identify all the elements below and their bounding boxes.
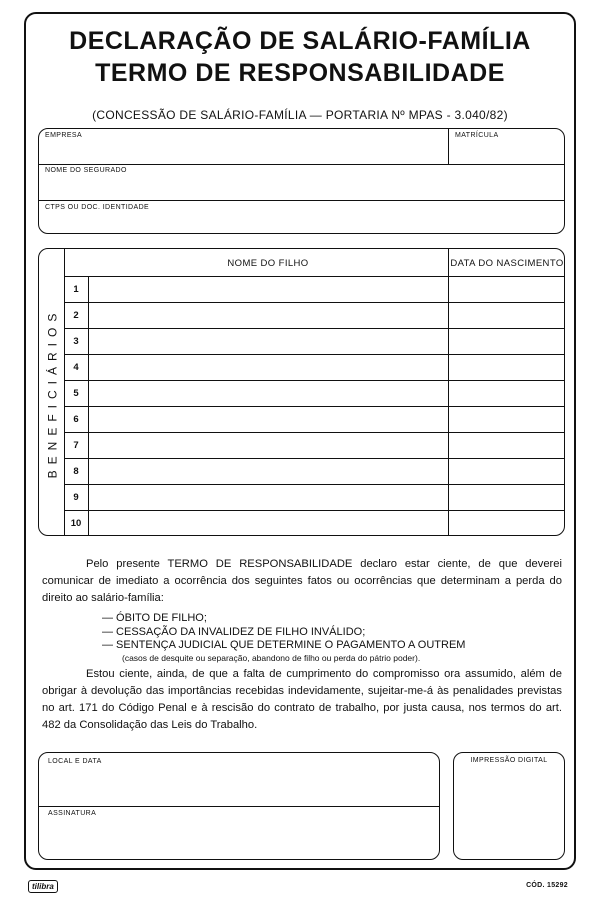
table-row[interactable] <box>65 302 564 328</box>
list-item: — SENTENÇA JUDICIAL QUE DETERMINE O PAGAMENTO A OUTREM <box>102 639 466 651</box>
form-title: DECLARAÇÃO DE SALÁRIO-FAMÍLIA <box>69 27 531 55</box>
table-row[interactable] <box>65 380 564 406</box>
ctps-field[interactable]: CTPS OU DOC. IDENTIDADE <box>45 204 150 211</box>
row-number: 9 <box>73 492 79 503</box>
row-number: 7 <box>73 440 79 451</box>
row-number: 3 <box>73 336 79 347</box>
row-number: 4 <box>73 362 79 373</box>
list-item: — ÓBITO DE FILHO; <box>102 612 207 624</box>
employee-divider-2 <box>39 200 564 201</box>
list-item-note: (casos de desquite ou separação, abandono de filho ou perda do pátrio poder). <box>122 652 421 663</box>
beneficiaries-side-label: BENEFICIÁRIOS <box>45 307 59 478</box>
matricula-divider <box>448 129 449 164</box>
local-data-field[interactable]: LOCAL E DATA <box>48 758 102 765</box>
row-number: 8 <box>73 466 79 477</box>
declaration-closing: Estou ciente, ainda, de que a falta de cumprimento do compromisso ora assumido, além de obrigar à devolução das importâncias recebidas indevidamente, sujeitar-me-á às penalidades previstas no art. 171 do Código Penal e à rescisão do contrato de trabalho, por justa causa, nos termos do art. 482 da Consolidação das Leis do Trabalho. <box>42 668 562 731</box>
fingerprint-box <box>453 752 565 860</box>
table-row[interactable] <box>65 510 564 536</box>
segurado-field[interactable]: NOME DO SEGURADO <box>45 167 127 174</box>
table-row[interactable] <box>65 406 564 432</box>
col-header-date: DATA DO NASCIMENTO <box>450 258 564 269</box>
table-row[interactable] <box>65 432 564 458</box>
employee-divider-1 <box>39 164 564 165</box>
form-subtitle-heading: TERMO DE RESPONSABILIDADE <box>95 59 505 87</box>
declaration-intro: Pelo presente TERMO DE RESPONSABILIDADE declaro estar ciente, de que deverei comunicar de imediato a ocorrência dos seguintes fatos ou ocorrências que determinam a perda do direito ao salário-família: <box>42 558 562 604</box>
table-row[interactable] <box>65 276 564 302</box>
matricula-field[interactable]: MATRÍCULA <box>455 132 499 139</box>
table-row[interactable] <box>65 484 564 510</box>
row-number: 6 <box>73 414 79 425</box>
form-code: CÓD. 15292 <box>526 882 568 889</box>
row-number: 10 <box>70 518 82 529</box>
row-number: 1 <box>73 284 79 295</box>
employee-info-box <box>38 128 565 234</box>
col-header-name: NOME DO FILHO <box>227 258 309 269</box>
empresa-field[interactable]: EMPRESA <box>45 132 83 139</box>
table-row[interactable] <box>65 328 564 354</box>
list-item: — CESSAÇÃO DA INVALIDEZ DE FILHO INVÁLIDO; <box>102 625 366 638</box>
assinatura-field[interactable]: ASSINATURA <box>48 810 97 817</box>
signature-divider <box>39 806 439 807</box>
brand-logo: tilibra <box>28 880 58 893</box>
row-number: 2 <box>73 310 79 321</box>
termination-list <box>102 612 562 664</box>
table-row[interactable] <box>65 354 564 380</box>
impressao-digital-label: IMPRESSÃO DIGITAL <box>470 757 548 764</box>
table-row[interactable] <box>65 458 564 484</box>
row-number: 5 <box>73 388 79 399</box>
ordinance-reference: (CONCESSÃO DE SALÁRIO-FAMÍLIA — PORTARIA Nº MPAS - 3.040/82) <box>92 108 508 122</box>
